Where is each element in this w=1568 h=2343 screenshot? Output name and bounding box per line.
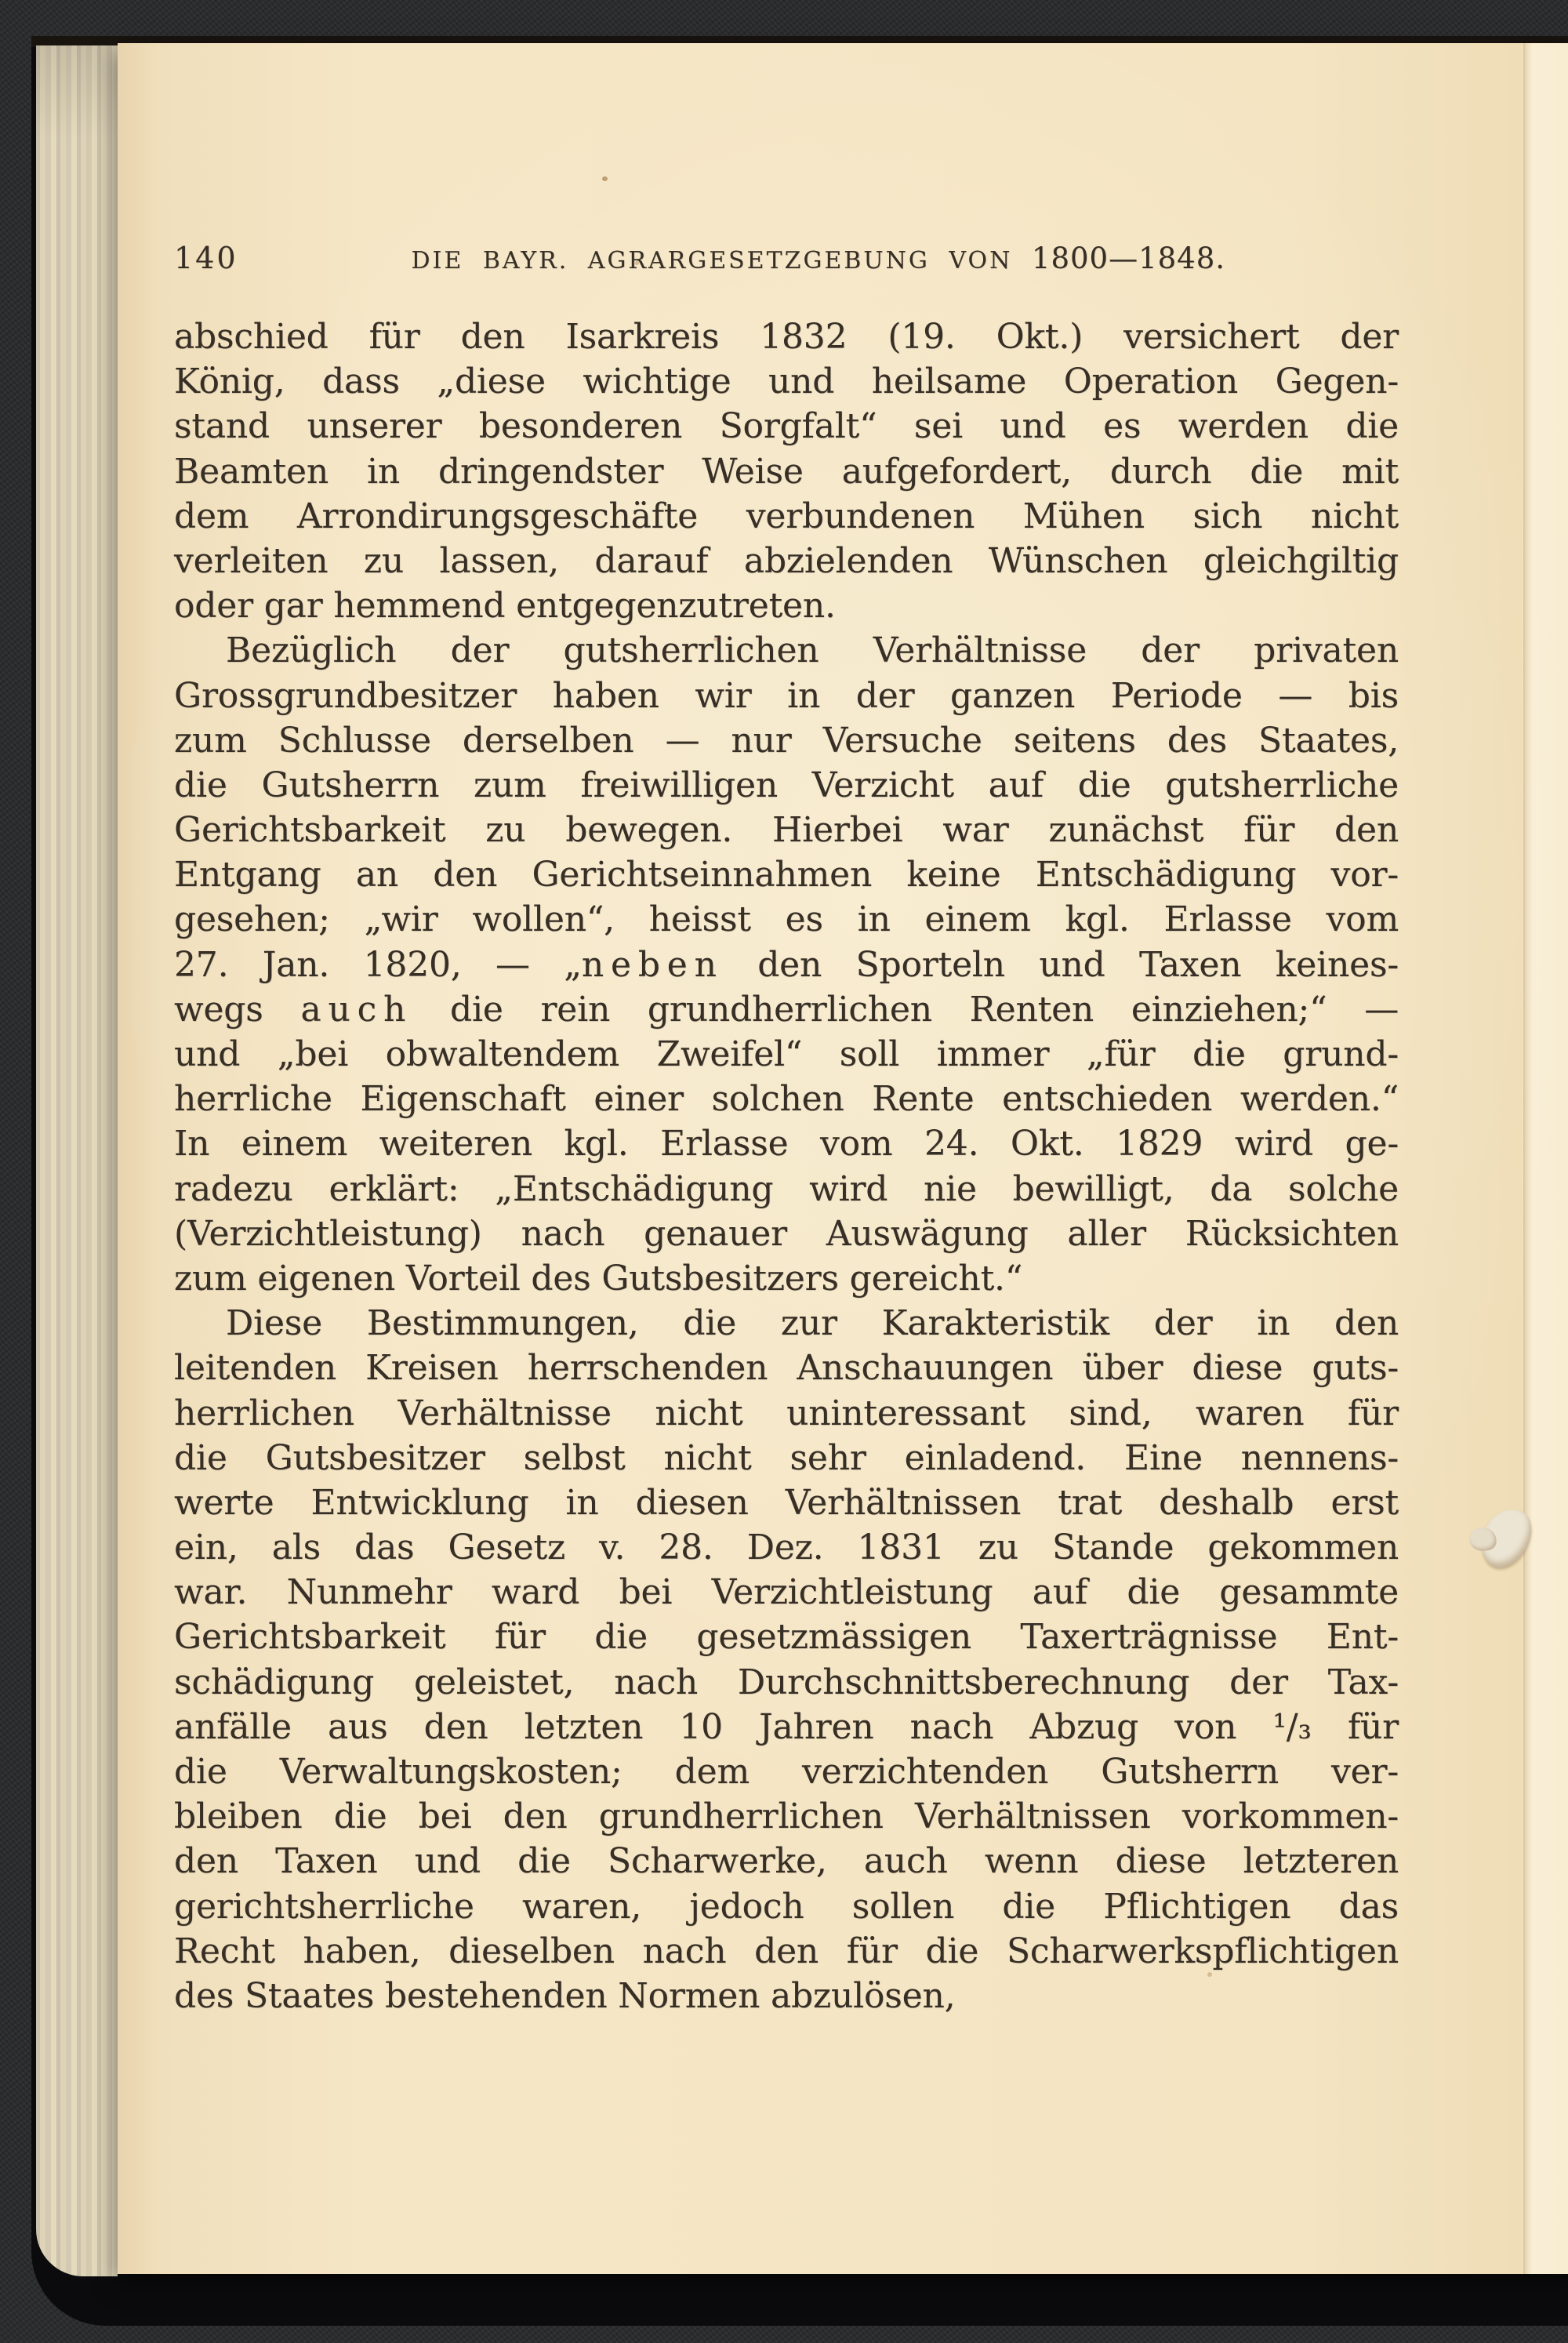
text-segment: und „bei obwaltendem Zweifel“ soll immer „für die grund- — [174, 1034, 1399, 1074]
text-line — [174, 1570, 1399, 1615]
text-line — [174, 1974, 1399, 2018]
text-line — [174, 494, 1399, 539]
text-segment: wegs — [174, 989, 301, 1030]
text-segment: (Verzichtleistung) nach genauer Auswägung aller Rücksichten — [174, 1213, 1399, 1254]
text-line — [174, 1391, 1399, 1436]
text-line — [174, 1032, 1399, 1077]
text-line — [174, 1660, 1399, 1705]
text-segment: 27. Jan. 1820, — „ — [174, 944, 582, 985]
text-line — [174, 449, 1399, 494]
text-segment: die Gutsherrn zum freiwilligen Verzicht auf die gutsherrliche — [174, 765, 1399, 805]
page-speck — [602, 176, 608, 181]
text-line — [174, 718, 1399, 763]
text-segment: den Sporteln und Taxen keines- — [723, 944, 1399, 985]
text-line — [174, 1705, 1399, 1749]
running-title-caps: DIE BAYR. AGRARGESETZGEBUNG VON — [411, 247, 1013, 274]
text-segment: radezu erklärt: „Entschädigung wird nie bewilligt, da solche — [174, 1168, 1399, 1209]
text-segment: des Staates bestehenden Normen abzulösen, — [174, 1975, 956, 2016]
text-segment: Entgang an den Gerichtseinnahmen keine Entschädigung vor- — [174, 855, 1399, 895]
text-segment: herrliche Eigenschaft einer solchen Rente entschieden werden.“ — [174, 1079, 1399, 1120]
page-fore-edge — [36, 45, 118, 2276]
text-segment: Gerichtsbarkeit für die gesetzmässigen Taxerträgnisse Ent- — [174, 1617, 1399, 1658]
text-line — [174, 404, 1399, 449]
book-page — [118, 43, 1568, 2274]
text-segment: Grossgrundbesitzer haben wir in der ganzen Periode — bis — [174, 675, 1399, 716]
text-line — [174, 1211, 1399, 1256]
text-line — [174, 943, 1399, 987]
text-segment: zum eigenen Vorteil des Gutsbesitzers gereicht.“ — [174, 1258, 1023, 1299]
letterspaced-word: neben — [581, 944, 724, 985]
text-segment: leitenden Kreisen herrschenden Anschauungen über diese guts- — [174, 1348, 1399, 1389]
text-segment: dem Arrondirungsgeschäfte verbundenen Mühen sich nicht — [174, 496, 1399, 536]
gutter-crease — [1523, 43, 1568, 2274]
text-line — [174, 1839, 1399, 1883]
text-line — [174, 1121, 1399, 1166]
text-line — [174, 314, 1399, 359]
text-segment: herrlichen Verhältnisse nicht uninteressant sind, waren für — [174, 1393, 1399, 1433]
text-segment: anfälle aus den letzten 10 Jahren nach Abzug von ¹/₃ für — [174, 1706, 1399, 1747]
text-segment: die Gutsbesitzer selbst nicht sehr einladend. Eine nennens- — [174, 1437, 1399, 1478]
printed-content — [174, 241, 1399, 2018]
text-line — [174, 1167, 1399, 1211]
letterspaced-word: auch — [300, 989, 413, 1030]
text-line — [174, 1615, 1399, 1659]
text-line — [174, 1525, 1399, 1570]
text-segment: bleiben die bei den grundherrlichen Verhältnissen vorkommen- — [174, 1796, 1399, 1837]
text-line — [174, 852, 1399, 897]
text-line — [174, 628, 1399, 673]
text-segment: gerichtsherrliche waren, jedoch sollen die Pflichtigen das — [174, 1886, 1399, 1927]
text-line — [174, 1929, 1399, 1974]
text-line — [174, 1884, 1399, 1929]
text-segment: abschied für den Isarkreis 1832 (19. Okt.) versichert der — [174, 317, 1399, 357]
text-line — [174, 1436, 1399, 1480]
text-segment: die rein grundherrlichen Renten einziehen;“ — — [412, 989, 1399, 1030]
text-line — [174, 1077, 1399, 1121]
text-line — [174, 1301, 1399, 1346]
text-segment: gesehen; „wir wollen“, heisst es in einem kgl. Erlasse vom — [174, 899, 1399, 940]
page-number: 140 — [174, 241, 238, 275]
text-line — [174, 763, 1399, 808]
text-line — [174, 359, 1399, 404]
text-segment: schädigung geleistet, nach Durchschnittsberechnung der Tax- — [174, 1662, 1399, 1702]
text-segment: In einem weiteren kgl. Erlasse vom 24. Okt. 1829 wird ge- — [174, 1124, 1399, 1164]
text-segment: ein, als das Gesetz v. 28. Dez. 1831 zu Stande gekommen — [174, 1527, 1399, 1568]
text-segment: werte Entwicklung in diesen Verhältnissen trat deshalb erst — [174, 1482, 1399, 1523]
text-line — [174, 1256, 1399, 1301]
running-title-years: 1800—1848. — [1031, 242, 1226, 275]
text-segment: Recht haben, dieselben nach den für die Scharwerkspflichtigen — [174, 1931, 1399, 1971]
text-line — [174, 1346, 1399, 1390]
text-segment: den Taxen und die Scharwerke, auch wenn diese letzteren — [174, 1841, 1399, 1882]
text-segment: Bezüglich der gutsherrlichen Verhältnisse der privaten — [226, 630, 1399, 671]
text-segment: Gerichtsbarkeit zu bewegen. Hierbei war zunächst für den — [174, 810, 1399, 851]
text-line — [174, 674, 1399, 718]
text-line — [174, 987, 1399, 1032]
text-segment: Diese Bestimmungen, die zur Karakteristik der in den — [226, 1303, 1399, 1344]
text-segment: die Verwaltungskosten; dem verzichtenden Gutsherrn ver- — [174, 1752, 1399, 1792]
text-segment: verleiten zu lassen, darauf abzielenden Wünschen gleichgiltig — [174, 540, 1399, 581]
text-segment: oder gar hemmend entgegenzutreten. — [174, 586, 836, 627]
text-segment: Beamten in dringendster Weise aufgefordert, durch die mit — [174, 451, 1399, 492]
text-line — [174, 1794, 1399, 1839]
page-header — [174, 241, 1399, 275]
text-line — [174, 583, 1399, 628]
text-segment: war. Nunmehr ward bei Verzichtleistung auf die gesammte — [174, 1572, 1399, 1613]
text-line — [174, 539, 1399, 583]
text-line — [174, 808, 1399, 852]
text-line — [174, 1749, 1399, 1794]
text-segment: zum Schlusse derselben — nur Versuche seitens des Staates, — [174, 720, 1399, 761]
running-title — [238, 242, 1399, 275]
body-text — [174, 314, 1399, 2018]
text-line — [174, 1480, 1399, 1525]
text-segment: König, dass „diese wichtige und heilsame Operation Gegen- — [174, 361, 1399, 402]
text-segment: stand unserer besonderen Sorgfalt“ sei und es werden die — [174, 406, 1399, 447]
text-line — [174, 897, 1399, 942]
